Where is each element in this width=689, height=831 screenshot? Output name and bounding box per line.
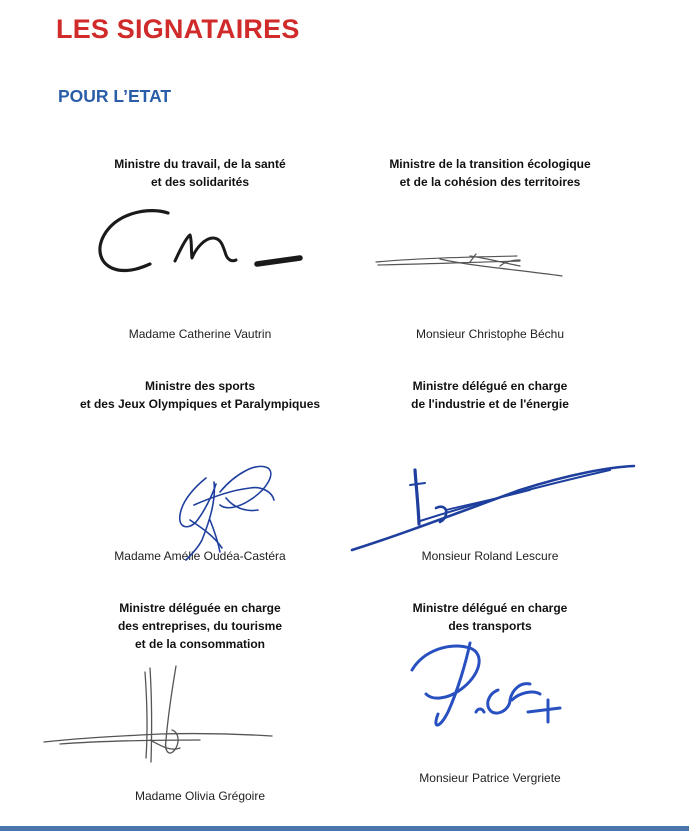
- role-line: et de la consommation: [134, 637, 266, 651]
- role-line: des transports: [448, 619, 532, 633]
- signatory-name-2: Monsieur Christophe Béchu: [415, 327, 565, 341]
- page-bottom-rule: [0, 826, 689, 831]
- signature-vergriete: [412, 643, 560, 725]
- role-line: Ministre délégué en charge: [412, 601, 568, 615]
- role-line: des entreprises, du tourisme: [117, 619, 283, 633]
- signature-lescure: [352, 466, 634, 550]
- signatory-name-4: Monsieur Roland Lescure: [421, 549, 559, 563]
- role-line: et de la cohésion des territoires: [399, 175, 581, 189]
- page-title: LES SIGNATAIRES: [56, 14, 300, 44]
- role-line: et des solidarités: [150, 175, 250, 189]
- signatory-name-6: Monsieur Patrice Vergriete: [419, 771, 561, 785]
- role-line: Ministre du travail, de la santé: [114, 157, 286, 171]
- role-line: et des Jeux Olympiques et Paralympiques: [79, 397, 321, 411]
- signatory-name-3: Madame Amélie Oudéa-Castéra: [114, 549, 286, 563]
- signatory-name-1: Madame Catherine Vautrin: [128, 327, 272, 341]
- signature-bechu: [376, 254, 562, 276]
- role-line: Ministre des sports: [144, 379, 256, 393]
- role-line: Ministre de la transition écologique: [389, 157, 591, 171]
- signature-vautrin: [100, 211, 300, 271]
- section-subtitle: POUR L’ETAT: [58, 86, 172, 106]
- signature-oudea-castera: [180, 466, 274, 560]
- signatory-name-5: Madame Olivia Grégoire: [134, 789, 266, 803]
- role-line: Ministre déléguée en charge: [119, 601, 281, 615]
- role-line: Ministre délégué en charge: [412, 379, 568, 393]
- signature-gregoire: [44, 666, 272, 762]
- role-line: de l'industrie et de l'énergie: [411, 397, 569, 411]
